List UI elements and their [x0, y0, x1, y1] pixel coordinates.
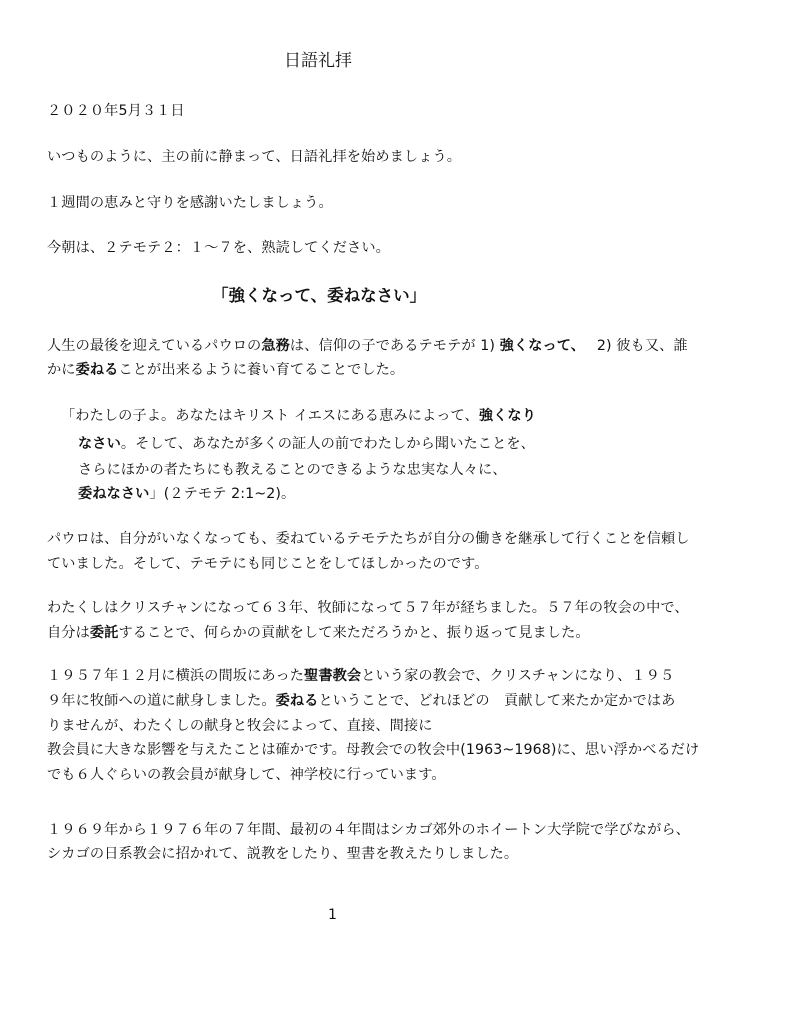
paragraph-3-line-1: わたくしはクリスチャンになって６３年、牧師になって５７年が経ちました。５７年の牧会の中で、: [47, 600, 689, 616]
intro-line-3: 今朝は、２テモテ２：１～７を、熟読してください。: [47, 240, 390, 256]
emphasis-text: 急務: [261, 338, 290, 354]
text-span: することで、何らかの貢献をして来ただろうかと、振り返って見ました。: [118, 625, 590, 641]
paragraph-1-line-2: [47, 360, 404, 380]
paragraph-2-line-1: パウロは、自分がいなくなっても、委ねているテモテたちが自分の働きを継承して行くことを信頼し: [47, 531, 690, 547]
text-span: 人生の最後を迎えているパウロの: [47, 338, 262, 354]
text-span: 。そして、あなたが多くの証人の前でわたしから聞いたことを、: [120, 436, 535, 452]
text-span: かに: [47, 362, 76, 378]
emphasis-text: 委託: [89, 625, 119, 641]
emphasis-text: 委ねる: [275, 693, 319, 709]
text-span: ということで、どれほどの 貢献して来たか定かではあ: [318, 693, 676, 709]
emphasis-text: 委ねる: [75, 362, 119, 378]
emphasis-text: 聖書教会: [304, 668, 362, 684]
text-span: １９５７年１２月に横浜の間坂にあった: [47, 668, 305, 684]
emphasis-text: 委ねなさい: [78, 486, 150, 502]
document-title: 日語礼拝: [284, 51, 352, 71]
text-span: 「わたしの子よ。あなたはキリスト イエスにある恵みによって、: [61, 408, 479, 424]
paragraph-5-line-1: １９６９年から１９７６年の７年間、最初の４年間はシカゴ郊外のホイートン大学院で学びながら、: [47, 822, 690, 838]
text-span: ９年に牧師への道に献身しました。: [47, 693, 276, 709]
date-line: ２０２０年5月３１日: [47, 103, 185, 119]
quote-line-4: [78, 484, 295, 504]
page-number: 1: [328, 907, 337, 923]
text-span: 自分は: [47, 625, 90, 641]
quote-line-1: [61, 406, 536, 426]
quote-line-2: [78, 434, 535, 454]
paragraph-1-line-1: [47, 336, 688, 356]
paragraph-5-line-2: シカゴの日系教会に招かれて、説教をしたり、聖書を教えたりしました。: [47, 846, 519, 862]
paragraph-2-line-2: ていました。そして、テモテにも同じことをしてほしかったのです。: [47, 556, 489, 572]
text-span: 」(２テモテ 2:1~2)。: [149, 486, 296, 502]
text-span: は、信仰の子であるテモテが 1): [289, 338, 500, 354]
paragraph-4-line-5: でも６人ぐらいの教会員が献身して、神学校に行っています。: [47, 767, 446, 783]
intro-line-1: いつものように、主の前に静まって、日語礼拝を始めましょう。: [47, 149, 462, 165]
emphasis-text: なさい: [78, 436, 121, 452]
paragraph-4-line-4: 教会員に大きな影響を与えたことは確かです。母教会での牧会中(1963~1968)に、思い浮かべるだけ: [47, 742, 700, 758]
emphasis-text: 強くなって、: [499, 338, 578, 354]
paragraph-4-line-1: [47, 666, 674, 686]
text-span: 2) 彼も又、誰: [577, 338, 688, 354]
sermon-subtitle: 「強くなって、委ねなさい」: [212, 286, 427, 305]
emphasis-text: 強くなり: [478, 408, 536, 424]
quote-line-3: さらにほかの者たちにも教えることのできるような忠実な人々に、: [78, 462, 507, 478]
text-span: ことが出来るように養い育てることでした。: [118, 362, 405, 378]
paragraph-3-line-2: [47, 623, 590, 643]
paragraph-4-line-2: [47, 691, 675, 711]
intro-line-2: １週間の恵みと守りを感謝いたしましょう。: [47, 195, 333, 211]
text-span: という家の教会で、クリスチャンになり、１９５: [361, 668, 675, 684]
paragraph-4-line-3: りませんが、わたくしの献身と牧会によって、直接、間接に: [47, 718, 433, 734]
